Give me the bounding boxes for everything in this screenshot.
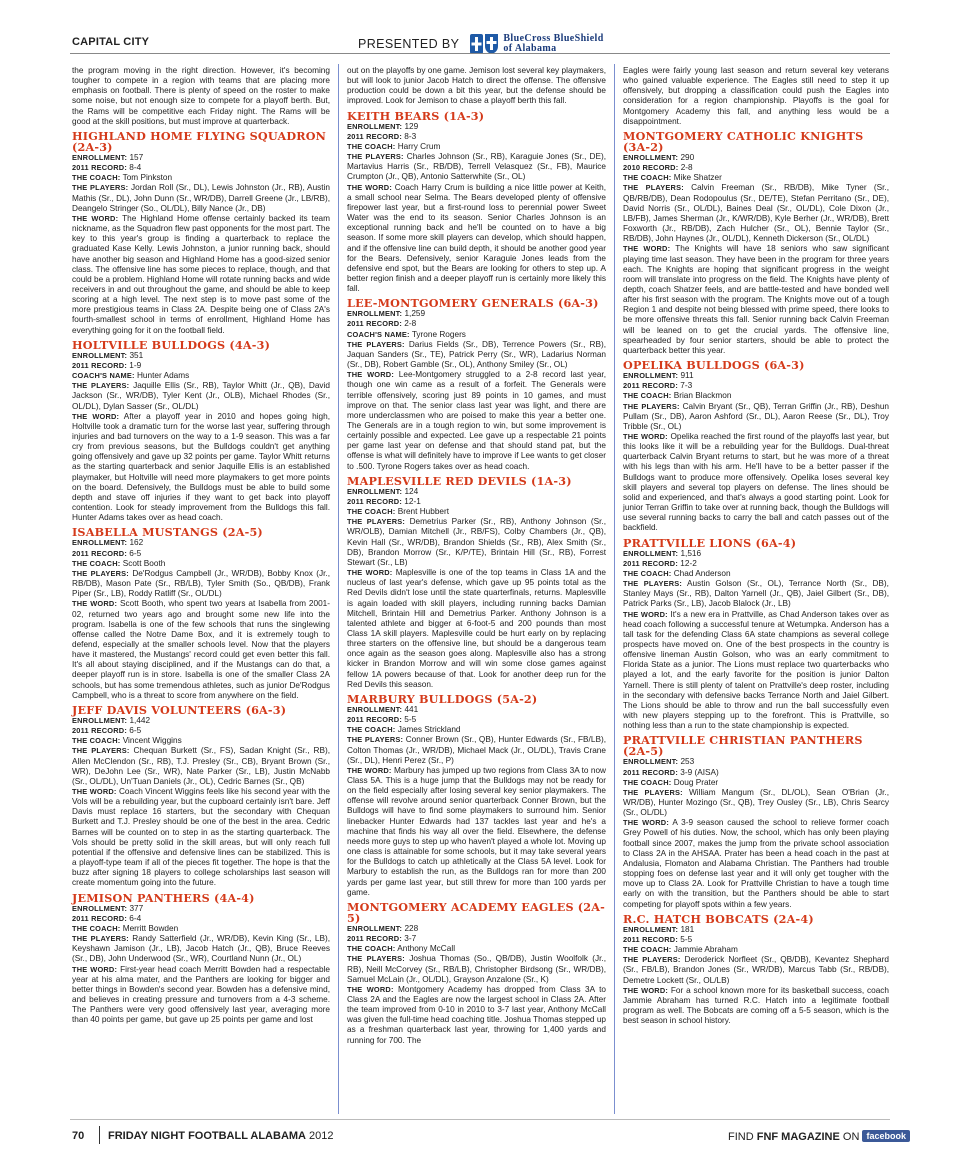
field-label: THE WORD: [347,984,394,994]
team-field [347,142,606,152]
field-value: 228 [404,923,419,933]
field-value: 162 [129,538,144,548]
team-field [72,924,330,934]
field-value: Scott Booth [122,558,166,568]
field-label: THE WORD: [72,964,118,974]
field-label: THE PLAYERS: [72,381,130,391]
field-label: THE COACH: [347,141,396,151]
team-field [347,497,606,507]
find-magazine: FNF MAGAZINE [756,1131,840,1143]
field-label: 2011 RECORD: [72,726,127,736]
team-profile [347,473,606,690]
field-value: Austin Golson (Sr., OL), Terrance North (Sr., DB), Stanley Mays (Sr., RB), Dalton Yarnell (Jr., QB), Jaiel Gilbert (Sr., DB), Patrick Parks (Sr., LB), Jacob Blalock (Jr., LB) [623,579,889,609]
team-heading: ISABELLA MUSTANGS (2A-5) [72,525,263,540]
team-field [72,183,330,213]
column-divider [614,64,615,1114]
field-label: THE WORD: [347,370,394,380]
field-label: THE WORD: [72,599,118,609]
team-field [623,549,889,559]
field-value: The Highland Home offense certainly backed its team nickname, as the Squadron flew past opponents for the most part. The key to this year's group is finding a quarterback to replace the graduated Kase Kelly. Lewis Johnston, a junior running back, should have another big season and Highland Home has a good-sized senior class. The offensive line has some pieces to replace, though, and that could be a problem. Highland Home will rotate running backs and wide receivers in and out throughout the game, and should be able to keep scoring at a high level. The next step is to move past some of the more prestigious teams in Class 2A. Despite being one of Class 2A's fourth-smallest school in terms of enrollment, Highland Home has everything going for it on the football field. [72,213,330,335]
team-field [347,487,606,497]
team-field [623,757,889,767]
field-label: ENROLLMENT: [347,486,403,496]
field-label: 2011 RECORD: [347,131,402,141]
field-value: 12-1 [404,496,421,506]
team-field [347,122,606,132]
field-label: ENROLLMENT: [347,923,403,933]
field-label: THE PLAYERS: [347,735,404,745]
field-value: 3-7 [404,934,417,944]
cross-shield-icon [469,33,499,55]
article-column-1 [72,66,330,1025]
field-label: 2011 RECORD: [623,558,678,568]
field-value: Charles Johnson (Sr., RB), Karaguie Jones (Sr., DE), Martavius Harris (Sr., RB/DB), Terrell Velasquez (Sr., FB), Maurice Crumpton (Jr., QB), Antonio Satterwhite (Sr., OL) [347,152,606,182]
team-field [72,381,330,411]
field-label: 2011 RECORD: [347,319,402,329]
team-field [623,945,889,955]
field-value: Conner Brown (Sr., QB), Hunter Edwards (Sr., FB/LB), Colton Thomas (Jr., WR/DB), Michael Mack (Jr., OL/DL), Travis Crane (Sr., DL), Henri Perez (Sr., P) [347,735,606,765]
field-value: After a playoff year in 2010 and hopes going high, Holtville took a dramatic turn for the worse last year, suffering through injuries and bad turnovers on the way to a 1-9 season. This was a far cry from previous seasons, but the Bulldogs couldn't get anything going offensively and gave up 32 points per game. Taylor Whitt returns as the starting quarterback and senior Jaquille Ellis is an established playmaker, but Holtville will need more playmakers to get more points on the board. Defensively, the Bulldogs must be able to build some depth and stave off injuries if they want to get back into playoff contention. Look for steady improvement from the Bulldogs this fall. Hunter Adams takes over as head coach. [72,411,330,523]
facebook-promo [728,1130,910,1143]
page-number: 70 [72,1130,85,1142]
field-label: 2011 RECORD: [72,548,127,558]
field-label: THE COACH: [623,568,672,578]
footer-divider [99,1126,100,1144]
team-field [72,716,330,726]
field-label: ENROLLMENT: [623,152,679,162]
field-value: Doug Prater [673,777,719,787]
team-field [623,371,889,381]
field-value: Merritt Bowden [122,923,179,933]
team-field [623,925,889,935]
field-label: THE PLAYERS: [72,568,129,578]
field-value: Randy Satterfield (Jr., WR/DB), Kevin King (Sr., LB), Keyshawn Jamison (Jr., LB), Jacob Hatch (Jr., QB), Bruce Reeves (Sr., DB), John Underwood (Sr., WR), Courtland Nunn (Jr., OL) [72,934,330,964]
field-value: 8-3 [404,131,417,141]
column-intro-text: the program moving in the right direction. However, it's becoming tougher to compete in a region with teams that are placing more emphasis on football. There is plenty of speed on the roster to make some noise, but not enough size to compete for a playoff berth. But, the Rams will be competitive each Friday night. The Rams will be good at the skill positions, but must improve at quarterback. [72,66,330,126]
field-label: 2011 RECORD: [623,767,678,777]
field-label: ENROLLMENT: [347,121,403,131]
field-value: Brian Blackmon [673,391,732,401]
field-value: 1,516 [680,548,702,558]
team-field [347,183,606,295]
team-heading: PRATTVILLE CHRISTIAN PANTHERS (2A-5) [623,733,863,759]
field-value: Brent Hubbert [397,507,450,517]
field-label: 2011 RECORD: [623,381,678,391]
field-label: THE PLAYERS: [623,579,683,589]
team-field [72,163,330,173]
sponsor-line-1: BlueCross BlueShield [503,33,604,44]
field-label: THE COACH: [623,945,672,955]
team-field [347,132,606,142]
field-label: COACH'S NAME: [347,329,410,339]
team-field [72,412,330,524]
team-profile [623,735,889,909]
field-value: De'Rodgus Campbell (Jr., WR/DB), Bobby Knox (Jr., RB/DB), Mason Pate (Sr., RB/LB), Tyler Smith (So., QB/DB), Frank Piper (Sr., LB), Roddy Ratliff (Sr., OL/DL) [72,568,330,599]
presented-by-text: PRESENTED BY [358,37,460,51]
team-field [347,715,606,725]
field-value: Darius Fields (Sr., DB), Terrence Powers (Sr., RB), Jaquan Sanders (Sr., TE), Patrick Perry (Sr., WR), Ladarius Norman (Sr., DB), Robert Gamble (Sr., OL), Anthony Smiley (Sr., OL) [347,339,606,370]
field-label: THE PLAYERS: [347,339,405,349]
team-field [72,351,330,361]
field-value: 181 [680,924,695,934]
team-field [72,934,330,964]
field-value: Jammie Abraham [673,945,738,955]
team-field [623,173,889,183]
field-value: Calvin Bryant (Sr., QB), Terran Griffin (Jr., RB), Deshun Pullam (Sr., DB), Aaron Ashford (Sr., DL), Aaron Reese (Sr., DL), Troy Tribble (Sr., OL) [623,401,889,431]
field-value: Tom Pinkston [122,173,173,183]
field-value: Vincent Wiggins [122,736,182,746]
field-value: 7-3 [680,381,693,391]
field-value: William Mangum (Sr., DL/OL), Sean O'Brian (Jr., WR/DB), Hunter Mozingo (Sr., QB), Trey Ousley (Sr., LB), Chris Searcy (Sr., OL/DL) [623,787,889,818]
field-label: THE WORD: [623,818,669,828]
team-profile [72,890,330,1026]
magazine-title [108,1130,334,1142]
team-field [347,725,606,735]
field-value: Maplesville is one of the top teams in Class 1A and the nucleus of last year's defense, which gave up 95 points total as the Red Devils didn't lose until the state quarterfinals, returns. Maplesville is again loaded with skill players, including running backs Damian Mitchell, Brintain Hill and Demetrius Parker. Anthony Johnson is a talented athlete and bigger at 6-foot-5 and 200 pounds than most Class 1A skill players. Maplesville could be hurt early on by replacing three starters on the offensive line, but should be a dangerous team once again as the season goes along. Maplesville also has a strong kicker in Brandon Morrow and will win some close games against fellow 1A powers because of that. Look for another deep run for the Red Devils this season. [347,568,606,689]
field-label: THE PLAYERS: [72,746,130,756]
field-value: Tyrone Rogers [411,329,466,339]
team-field [347,370,606,472]
team-profile [623,128,889,356]
team-heading: MARBURY BULLDOGS (5A-2) [347,691,538,706]
team-field [347,319,606,329]
field-label: THE WORD: [347,182,392,192]
team-field [347,517,606,568]
team-profile [347,108,606,295]
team-field [623,244,889,356]
team-field [347,944,606,954]
field-label: THE COACH: [623,173,672,183]
team-field [72,965,330,1026]
find-text: FIND [728,1131,757,1143]
field-value: Opelika reached the first round of the playoffs last year, but this looks like it will be a rebuilding year for the Bulldogs. Dual-threat quarterback Calvin Bryant returns to start, but he was more of a threat with his legs than with his arm. He'll have to be a better passer if the Bulldogs want to produce more offensively. Opelika loses several key skill players and several top players on defense. The lines should be solid and experienced, and that's always a good starting point. Look for junior Terran Griffin to take over at running back, though the Bulldogs will use several running backs to carry the ball and catch passes out of the backfield. [623,432,890,533]
field-value: Hunter Adams [136,371,190,381]
team-heading: JEMISON PANTHERS (4A-4) [72,890,255,905]
field-value: 2-8 [680,163,693,173]
team-field [347,152,606,182]
field-label: 2011 RECORD: [72,360,127,370]
field-label: THE PLAYERS: [347,152,404,162]
team-heading: JEFF DAVIS VOLUNTEERS (6A-3) [72,702,287,717]
team-field [623,610,889,732]
field-label: ENROLLMENT: [72,715,128,725]
team-field [623,818,889,909]
team-field [347,568,606,690]
field-label: THE PLAYERS: [623,787,683,797]
field-label: THE COACH: [347,725,396,735]
team-profile [72,337,330,524]
field-label: 2011 RECORD: [347,496,402,506]
team-field [623,153,889,163]
team-field [623,391,889,401]
team-field [623,788,889,818]
team-field [623,183,889,244]
field-value: Marbury has jumped up two regions from Class 3A to now Class 5A. This is a huge jump that the Bulldogs may not be ready for on the field especially after losing several key senior playmakers. The offense will revolve around senior quarterback Conner Brown, but the Bulldogs will have to find some playmakers to surround him. Senior linebacker Hunter Edwards had 137 tackles last year and he's a machine that finds his way all over the field. Elsewhere, the defense needs more guys to step up who haven't played a whole lot. Moving up one class is attainable for some schools, but it may take several years for the Bulldogs to catch up athletically at the Class 5A level. Look for Marbury to establish the run, as the Bulldogs ran for more than 200 yards per game last year, but still threw for more than 100 yards per game. [347,765,607,897]
team-field [347,340,606,370]
field-label: THE PLAYERS: [623,401,680,411]
team-field [347,705,606,715]
team-heading: KEITH BEARS (1A-3) [347,108,485,123]
team-field [623,768,889,778]
field-label: THE PLAYERS: [347,517,406,527]
sponsor-banner [358,33,604,55]
team-profile [623,911,889,1027]
field-label: ENROLLMENT: [72,903,128,913]
field-value: 911 [680,371,694,381]
column-divider [338,64,339,1114]
field-value: A 3-9 season caused the school to relieve former coach Grey Powell of his duties. Now, the school, which has only been playing football since 2007, makes the jump from the private school association to Class 2A in the AHSAA. Prater has been a head coach in the past at Andalusia, Flomaton and Alabama Christian. The Panthers had trouble stopping foes on defense last year and it will only get tougher with the move up to Class 2A. Look for Prattville Christian to have a tough time early on with the transition, but the Panthers should be able to start competing for playoff spots within a few years. [623,818,889,909]
field-label: THE PLAYERS: [623,955,681,965]
team-field [623,935,889,945]
field-label: THE WORD: [623,432,668,441]
field-label: ENROLLMENT: [347,704,403,714]
team-field [72,371,330,381]
article-column-3 [623,66,889,1026]
field-label: THE WORD: [72,213,119,223]
field-label: THE PLAYERS: [72,934,129,944]
field-value: First-year head coach Merritt Bowden had a respectable year at his alma mater, and the Panthers are looking for bigger and better things in Bowden's second year. Bowden has a defensive mind, and believes in creating pressure and turnovers from a 4-3 scheme. The Panthers were very good offensively last year, averaging more than 40 points per game, but gave up 25 points per game and lost [72,964,330,1025]
field-value: Jordan Roll (Sr., DL), Lewis Johnston (Jr., RB), Austin Mathis (Sr., DL), John Dunn (Sr., WR/DB), Darrell Greene (Jr., LB/RB), Deangelo Stringer (So., OL/DL), Billy Nance (Jr., DB) [72,183,330,213]
field-label: THE WORD: [72,411,120,421]
team-heading: MONTGOMERY CATHOLIC KNIGHTS (3A-2) [623,128,864,154]
team-field [623,778,889,788]
team-field [72,736,330,746]
field-value: 8-4 [129,163,142,173]
team-field [347,934,606,944]
field-value: 124 [404,486,419,496]
field-value: Montgomery Academy has dropped from Class 3A to Class 2A and the Eagles are now the largest school in Class 2A. After the team improved from 0-10 in 2010 to 3-7 last year, Anthony McCall was given the full-time head coaching title. Joshua Thomas stepped up as a freshman quarterback last year, throwing for 1,400 yards and running for 700. The [347,984,606,1045]
field-value: 6-5 [129,548,142,558]
team-field [347,924,606,934]
field-value: The Knights will have 18 seniors who saw significant playing time last season. They have been in the program for three years each. The Knights are hoping that significant progress in the weight room will translate into progress on the field. The Knights have plenty of depth, coach Shatzer feels, and are battle-tested and have bonded well after his first season with the program. The Knights move out of a tough Region 1 and despite not being blessed with prime speed, there looks to be more offensive threats this fall. Senior running back Calvin Freeman will be leaned on to get the crucial yards. The offensive line, spearheaded by four senior starters, should be able to protect the quarterback better this year. [623,244,889,355]
field-value: For a school known more for its basketball success, coach Jammie Abraham has turned R.C. Hatch into a legitimate football program as well. The Bobcats are coming off a 5-5 season, which is the best season in school history. [623,985,889,1026]
magazine-name: FRIDAY NIGHT FOOTBALL ALABAMA [108,1130,306,1142]
article-column-2 [347,66,606,1046]
field-value: James Strickland [397,725,461,735]
team-profile [347,298,606,472]
team-field [623,163,889,173]
field-label: THE WORD: [623,985,669,995]
team-field [72,914,330,924]
field-value: 129 [404,121,419,131]
field-value: Coach Harry Crum is building a nice little power at Keith, a small school near Selma. The Bears developed plenty of offensive firepower last year, but a first-round loss to perennial power Sweet Water was the end to its season. Senior Charles Johnson is an exceptional running back and he'll be counted on to have a big season. If some more skill players can develop, which should happen, and if the offensive line can build depth, it should be another good year for the Bears. Defensively, senior Karaguie Jones leads from the defensive end spot, but the Bears are looking for others to step up. A better region finish and a deeper playoff run is certainly more likely this fall. [347,182,606,294]
field-label: ENROLLMENT: [72,152,128,162]
team-field [347,954,606,984]
field-value: Joshua Thomas (So., QB/DB), Justin Woolfolk (Jr., RB), Neill McCorvey (Sr., RB/LB), Christopher Birdsong (Sr., WR/DB), Samuel McLain (Jr., OL/DL), Grayson Anzalone (Sr., K) [347,954,606,984]
team-field [72,214,330,336]
field-value: 1-9 [129,360,142,370]
field-label: THE WORD: [623,609,668,619]
field-value: Demetrius Parker (Sr., RB), Anthony Johnson (Sr., WR/OLB), Damian Mitchell (Jr., RB/FS), Colby Chambers (Jr., QB), Kevin Hall (Sr., WR/DB), Brandon Shields (Sr., RB), Alex Smith (Sr., DB), Brandon Morrow (Sr., K/P/TE), Brintain Hill (Sr., RB), Forrest Stewart (Sr., LB) [347,517,606,567]
field-value: Coach Vincent Wiggins feels like his second year with the Vols will be a rebuilding year, but the cupboard certainly isn't bare. Jeff Davis must replace 16 starters, but the secondary with Chequan Burkett and T.J. Presley should be one of the best in the area. Cedric Barnes will be counted on to step in as the starting quarterback. The Vols should be pretty solid in the skill areas, but will only reach full potential if the offensive and defensive lines can be stabilized. This is a playoff-type team if all of the pieces fit together. The hope is that the buzz after signing 18 players to college scholarships last season will create momentum going into the future. [72,787,330,888]
team-profile [623,360,889,534]
field-value: Chequan Burkett (Sr., FS), Sadan Knight (Sr., RB), Allen McClendon (Sr., RB), T.J. Presley (Sr., CB), Bryant Brown (Sr., WR), DeJohn Lee (Sr., WR), Nate Parker (Sr., LB), Justin McNabb (Sr., OL/DL), Un'Tuan Daniels (Jr., OL), Cedric Barnes (Sr., QB) [72,746,330,786]
team-field [72,569,330,599]
field-label: ENROLLMENT: [623,757,679,767]
find-on: ON [839,1131,863,1143]
field-value: Jaquille Ellis (Sr., RB), Taylor Whitt (Jr., QB), David Jackson (Sr., WR/DB), Tyler Kent (Jr., OLB), Michael Rhodes (Sr., OL/DL), Dylan Sasser (Sr., OL/DL) [72,381,330,411]
field-label: ENROLLMENT: [623,924,679,934]
team-profile [623,535,889,732]
team-field [72,726,330,736]
field-value: 2-8 [404,319,417,329]
field-label: THE WORD: [347,568,393,578]
team-heading: MONTGOMERY ACADEMY EAGLES (2A-5) [347,899,606,925]
team-field [347,985,606,1046]
field-value: 1,259 [404,309,426,319]
team-field [347,766,606,898]
team-heading: MAPLESVILLE RED DEVILS (1A-3) [347,473,572,488]
team-heading: PRATTVILLE LIONS (6A-4) [623,535,797,550]
field-value: Chad Anderson [673,568,731,578]
field-value: 5-5 [404,715,417,725]
field-value: 351 [129,350,144,360]
team-heading: OPELIKA BULLDOGS (6A-3) [623,358,805,373]
field-label: 2011 RECORD: [347,715,402,725]
field-value: 3-9 (AISA) [680,767,719,777]
field-value: 6-4 [129,913,142,923]
field-label: ENROLLMENT: [623,548,679,558]
team-field [72,361,330,371]
team-field [623,559,889,569]
field-label: ENROLLMENT: [623,371,679,381]
facebook-icon[interactable]: facebook [862,1130,910,1142]
field-value: Deroderick Norfleet (Sr., QB/DB), Kevantez Shephard (Sr., FB/LB), Brandon Jones (Sr., WR/DB), Marcus Tabb (Sr., RB/DB), Demetre Lockett (Sr., OL/LB) [623,955,889,985]
team-field [72,549,330,559]
magazine-year: 2012 [306,1130,334,1142]
field-label: 2010 RECORD: [623,163,679,173]
team-field [347,309,606,319]
bcbs-logo [469,33,603,55]
sponsor-name [503,34,603,54]
field-label: THE PLAYERS: [347,954,405,964]
team-profile [72,527,330,701]
team-field [72,746,330,787]
field-label: THE COACH: [72,736,121,746]
field-value: 441 [404,704,419,714]
field-value: 377 [129,903,144,913]
team-field [623,402,889,432]
team-field [72,787,330,889]
field-label: THE COACH: [623,777,672,787]
team-field [623,432,889,534]
field-value: 5-5 [680,934,693,944]
field-label: THE COACH: [72,173,121,183]
field-label: THE COACH: [347,944,396,954]
column-intro-text: out on the playoffs by one game. Jemison lost several key playmakers, but will look to junior Jacob Hatch to direct the offense. The offensive production could be down a bit this year, but the defense should be improved. Look for Jemison to chase a playoff berth this fall. [347,66,606,106]
field-label: ENROLLMENT: [72,538,128,548]
field-value: 253 [680,757,695,767]
field-label: THE COACH: [347,507,396,517]
field-label: ENROLLMENT: [72,350,128,360]
field-label: THE WORD: [347,765,392,775]
team-field [623,955,889,985]
field-value: Harry Crum [397,141,441,151]
team-field [623,381,889,391]
team-profile [347,691,607,898]
team-heading: R.C. HATCH BOBCATS (2A-4) [623,911,814,926]
team-field [72,904,330,914]
team-field [347,507,606,517]
field-label: COACH'S NAME: [72,371,135,381]
team-field [623,986,889,1027]
team-profile [72,128,330,336]
team-field [72,538,330,548]
field-label: 2011 RECORD: [347,934,402,944]
team-heading: LEE-MONTGOMERY GENERALS (6A-3) [347,296,599,311]
field-value: Anthony McCall [397,944,456,954]
field-value: 157 [129,152,144,162]
field-label: 2011 RECORD: [72,913,127,923]
field-value: 6-5 [129,726,142,736]
field-label: ENROLLMENT: [347,309,403,319]
field-label: 2011 RECORD: [72,163,127,173]
header-rule [70,53,890,54]
field-value: 12-2 [680,558,697,568]
team-profile [347,899,606,1046]
team-heading: HIGHLAND HOME FLYING SQUADRON (2A-3) [72,128,327,154]
team-field [347,735,606,765]
team-field [72,153,330,163]
team-field [72,173,330,183]
field-value: 1,442 [129,715,151,725]
field-label: THE WORD: [72,787,117,796]
field-label: THE COACH: [623,391,672,401]
field-label: THE PLAYERS: [623,183,684,193]
field-label: THE PLAYERS: [72,183,129,193]
sponsor-line-2: of Alabama [503,43,557,54]
field-value: It's a new era in Prattville, as Chad Anderson takes over as head coach following a successful tenure at Wetumpka. Anderson has a tall task for the defending Class 6A state champions as several college prospects have moved on. One of the best prospects in the country is offensive lineman Austin Golson, who was an early commitment to Florida State as a junior. The Lions must replace two quarterbacks who played a lot, and the early favorite for the position is junior Dalton Yarnell. There is still plenty of talent on Prattville's deep roster, including in the secondary with defensive backs Terrance North and Jaiel Gilbert. The Lions should be able to throw and run the ball successfully even with new players stepping up to the forefront. This is Prattville, so nothing less than a run to the state championship is expected. [623,609,889,731]
team-field [347,330,606,340]
field-value: Scott Booth, who spent two years at Isabella from 2001-02, returned two years ago and brought some new life into the program. Isabella is one of the few schools that runs the singlewing offense called the Notre Dame Box, and it is extremely tough to defend, especially at the smaller schools level. Now that the players have it mastered, the Mustangs' record could get even better this fall. It's all about staying disciplined, and if the Mustangs can do that, a deeper playoff run is in store. Isabella is one of the smaller Class 2A schools, but has some tremendous athletes, such as junior De'Rodgus Campbell, who is a threat to score from anywhere on the field. [72,599,331,700]
column-intro-text: Eagles were fairly young last season and return several key veterans who gained valuable experience. The Eagles still need to step it up offensively, but dropping a classification could push the Eagles into consideration for a region championship. Playoffs is the goal for Montgomery Academy this fall, and anything less would be a disappointment. [623,66,889,126]
field-label: THE WORD: [623,244,671,254]
team-field [623,579,889,609]
field-value: 290 [680,152,695,162]
team-field [623,569,889,579]
team-field [72,559,330,569]
section-label: CAPITAL CITY [72,36,150,48]
field-value: Calvin Freeman (Sr., RB/DB), Mike Tyner (Sr., QB/RB/DB), Dean Rodopoulus (Sr., DE/TE), Stefan Perritano (Sr., DE), David Norris (Sr., OL/DL), Baines Deal (Sr., OL/DL), Cole Dixon (Jr., LB/FB), James Sherman (Jr., K/WR/DB), Kyle Berher (Jr., WR/DB), Brett Foxworth (Jr., RB/DB), Zach Hulcher (Sr., OL), Bennie Taylor (Sr., RB/DB), John Haynes (Jr., OL/DL), Kenneth Dickerson (Sr., OL/DL) [623,183,889,244]
team-field [72,599,330,701]
field-label: THE COACH: [72,558,121,568]
team-profile [72,702,330,889]
field-label: 2011 RECORD: [623,934,678,944]
footer-rule [70,1119,890,1120]
team-heading: HOLTVILLE BULLDOGS (4A-3) [72,337,271,352]
field-value: Mike Shatzer [673,173,722,183]
field-value: Lee-Montgomery struggled to a 2-8 record last year, though one win came as a result of a forfeit. The Generals were terrible offensively, scoring just 89 points in 10 games, and must improve on that. The senior class last year was light, and there are more underclassmen who are poised to make this year a better one. The Generals are in a tough region to win, but some improvement is certainly possible and expected. Lee gave up a respectable 21 points per game last year on defense and that should stand pat, but the offense is what will definitely have to improve if Lee wants to get closer to .500. Tyrone Rogers takes over as head coach. [347,370,606,471]
field-label: THE COACH: [72,923,121,933]
